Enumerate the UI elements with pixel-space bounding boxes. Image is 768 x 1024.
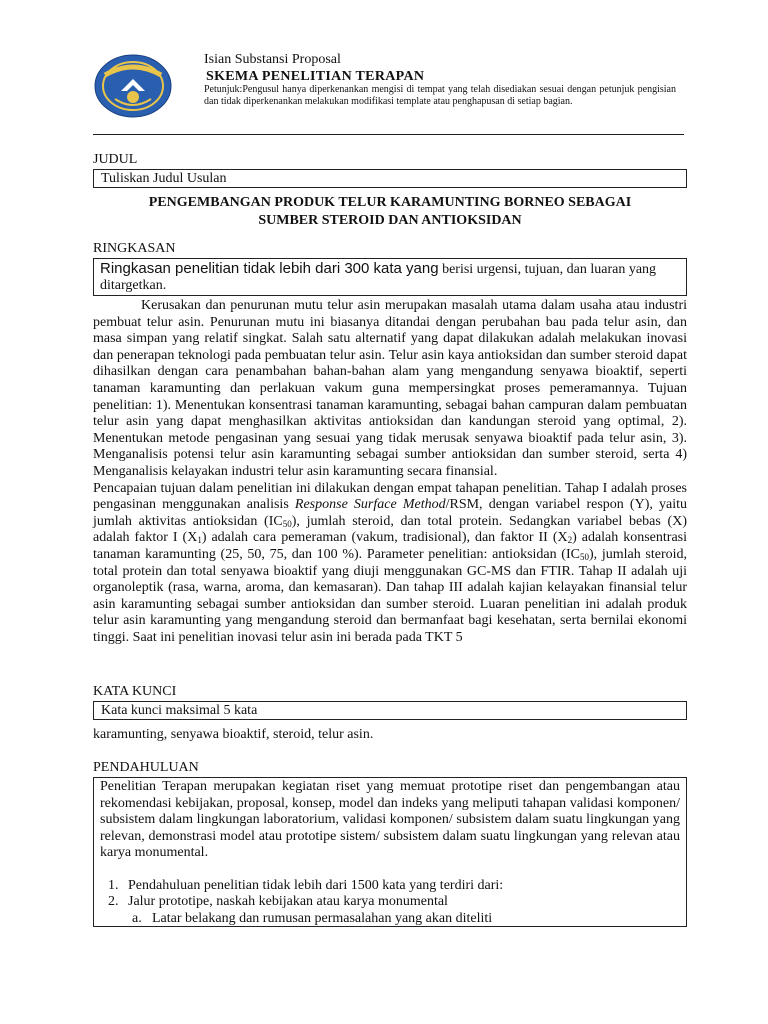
judul-label: JUDUL (93, 152, 138, 167)
ringkasan-instruction-box (93, 258, 687, 296)
list-item: 2. Jalur prototipe, naskah kebijakan atau karya monumental (108, 894, 448, 909)
ringkasan-instruction-serif: berisi urgensi, tujuan, dan luaran yang ditargetkan. (100, 262, 657, 293)
proposal-title-line1: PENGEMBANGAN PRODUK TELUR KARAMUNTING BORNEO SEBAGAI (148, 195, 632, 210)
judul-instruction: Tuliskan Judul Usulan (101, 171, 227, 186)
list-subitem: a. Latar belakang dan rumusan permasalahan yang akan diteliti (132, 910, 493, 926)
ringkasan-paragraph-2: Pencapaian tujuan dalam penelitian ini dilakukan dengan empat tahapan penelitian. Tahap I adalah proses pengasinan menggunakan analisis Response Surface Method/RSM, dengan variabel respon (Y), yaitu jumlah aktivitas antioksidan $(IC_{50})$, jumlah steroid, dan total protein. Sedangkan variabel bebas (X) adalah faktor I $(X_1)$ adalah cara pemeraman (vakum, tradisional), dan faktor II $(X_2)$ adalah konsentrasi tanaman karamunting (25, 50, 75, dan 100 %). Parameter penelitian: antioksidan $(IC_{50})$, jumlah steroid, total protein dan total senyawa bioaktif yang diuji menggunakan GC-MS dan FTIR. Tahap II adalah uji organoleptik (rasa, warna, aroma, dan kemasaran). Dan tahap III adalah kajian kelayakan finansial telur asin karamunting sebagai sumber antioksidan dan sumber steroid. Luaran penelitian ini adalah produk telur asin karamunting yang mengandung steroid dan bermanfaat bagi kesehatan, serta bernilai ekonomi tinggi. Saat ini penelitian inovasi telur asin ini berada pada TKT 5 (93, 480, 688, 645)
ringkasan-instruction-sans: Ringkasan penelitian tidak lebih dari 300 kata yang (100, 260, 439, 277)
kata-kunci-instruction: Kata kunci maksimal 5 kata (101, 703, 258, 718)
list-item: 1. Pendahuluan penelitian tidak lebih dari 1500 kata yang terdiri dari: (108, 877, 504, 893)
ringkasan-paragraph-1: Kerusakan dan penurunan mutu telur asin merupakan masalah utama dalam usaha atau industri pembuat telur asin. Penurunan mutu ini biasanya ditandai dengan perubahan bau pada telur asin, dan masa simpan yang relatif singkat. Salah satu alternatif yang dapat dilakukan adalah melakukan inovasi dan penerapan teknologi pada pembuatan telur asin. Telur asin kaya antioksidan dan sumber steroid dapat dihasilkan dengan cara penambahan bahan-bahan alam yang mengandung senyawa bioaktif, seperti tanaman karamunting dan perlakuan vakum guna mempersingkat proses pemeramannya. Tujuan penelitian: 1). Menentukan konsentrasi tanaman karamunting, sebagai bahan campuran dalam pembuatan telur asin yang dapat menghasilkan aktivitas antioksidan dan kandungan steroid yang optimal, 2). Menentukan metode pengasinan yang sesuai yang tidak merusak senyawa bioaktif pada telur asin, 3). Menganalisis potensi telur asin karamunting sebagai sumber antioksidan dan sumber steroid, serta 4) Menganalisis kelayakan industri telur asin karamunting secara finansial. (93, 298, 687, 479)
kata-kunci-instruction-box (93, 701, 687, 720)
pendahuluan-text: Penelitian Terapan merupakan kegiatan riset yang memuat prototipe riset dan pengembangan atau rekomendasi kebijakan, proposal, konsep, model dan indeks yang meliputi tahapan validasi komponen/ subsistem dalam lingkungan laboratorium, validasi komponen/ subsistem dalam suatu lingkungan yang relevan, demonstrasi model atau prototipe sistem/ subsistem dalam suatu lingkungan yang relevan atau karya monumental. (100, 779, 680, 860)
proposal-title (110, 194, 670, 230)
ringkasan-body (93, 298, 687, 646)
header-divider (93, 134, 684, 135)
pendahuluan-label: PENDAHULUAN (93, 760, 199, 775)
header-note: Petunjuk:Pengusul hanya diperkenankan mengisi di tempat yang telah disediakan sesuai dengan petunjuk pengisian dan tidak diperkenankan melakukan modifikasi template atau penghapusan di setiap bagian. (204, 84, 676, 107)
proposal-title-line2: SUMBER STEROID DAN ANTIOKSIDAN (258, 213, 522, 228)
ringkasan-label: RINGKASAN (93, 241, 176, 256)
header-subtitle: Isian Substansi Proposal (204, 52, 341, 67)
ministry-logo (93, 53, 173, 119)
pendahuluan-list (100, 878, 680, 911)
kata-kunci-value: karamunting, senyawa bioaktif, steroid, telur asin. (93, 727, 374, 742)
kata-kunci-label: KATA KUNCI (93, 684, 177, 699)
header-title: SKEMA PENELITIAN TERAPAN (206, 69, 425, 84)
pendahuluan-instruction-box (93, 777, 687, 927)
judul-instruction-box (93, 169, 687, 188)
